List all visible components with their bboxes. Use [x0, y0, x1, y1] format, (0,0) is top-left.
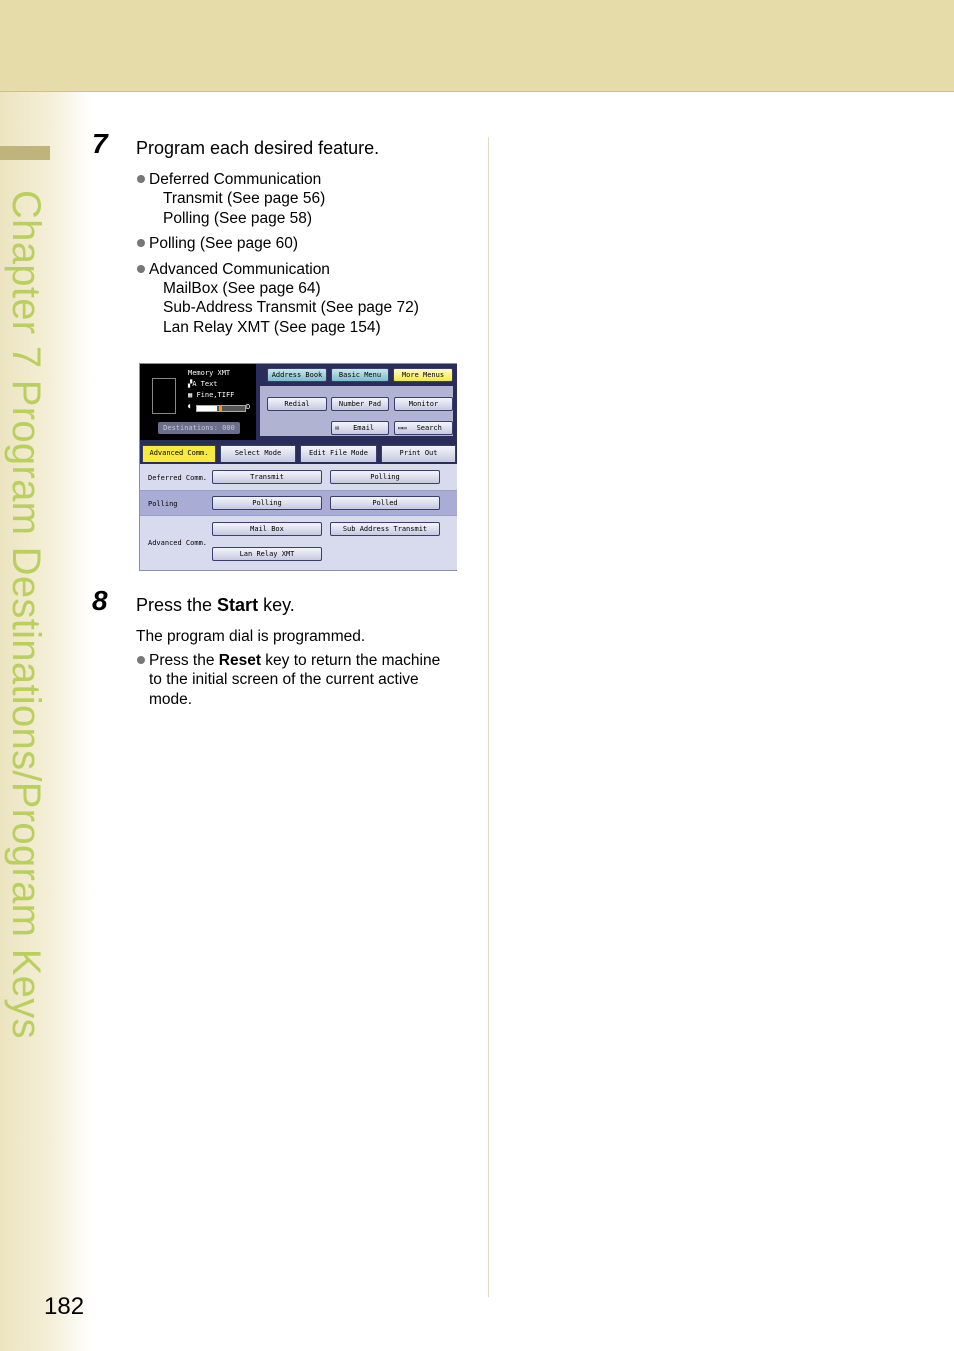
mode-label: Memory XMT: [188, 369, 231, 377]
address-book-button[interactable]: Address Book: [267, 368, 327, 382]
more-menus-button[interactable]: More Menus: [393, 368, 453, 382]
list-item: Advanced Communication: [137, 260, 330, 280]
row-label: Advanced Comm.: [148, 539, 208, 547]
list-item: Press the Reset key to return the machine: [137, 651, 440, 671]
function-button-area: [256, 364, 457, 440]
row-label: Deferred Comm.: [148, 474, 208, 482]
email-button[interactable]: ✉ Email: [331, 421, 389, 435]
tab-edit-file-mode[interactable]: Edit File Mode: [300, 445, 377, 462]
mail-box-button[interactable]: Mail Box: [212, 522, 322, 536]
chapter-tab-marker: [0, 146, 50, 160]
list-item: Polling (See page 60): [137, 234, 298, 254]
step-8-description: The program dial is programmed.: [136, 628, 366, 645]
lan-relay-xmt-button[interactable]: Lan Relay XMT: [212, 547, 322, 561]
destinations-count: Destinations: 000: [158, 422, 240, 434]
list-subitem: MailBox (See page 64): [163, 280, 321, 297]
transmit-button[interactable]: Transmit: [212, 470, 322, 484]
step-7-number: 7: [92, 128, 108, 159]
tab-bar: [140, 440, 457, 464]
deferred-polling-button[interactable]: Polling: [330, 470, 440, 484]
density-bar: [196, 405, 246, 412]
bullet-icon: [137, 175, 145, 183]
column-divider: [488, 137, 489, 1297]
search-button[interactable]: ▭▭ Search: [394, 421, 453, 435]
basic-menu-button[interactable]: Basic Menu: [331, 368, 389, 382]
row-polling: [140, 491, 457, 516]
chapter-title: Chapter 7 Program Destinations/Program Keys: [4, 190, 48, 1039]
document-preview: [152, 378, 176, 414]
bullet-icon: [137, 656, 145, 664]
step-8-heading: Press the Start key.: [136, 595, 295, 615]
grid-icon: ▦: [188, 391, 197, 399]
original-type: ▞A Text: [188, 380, 218, 388]
row-deferred-comm: [140, 464, 457, 491]
list-subitem: Lan Relay XMT (See page 154): [163, 319, 381, 336]
density-label: D: [246, 403, 251, 411]
tab-print-out[interactable]: Print Out: [381, 445, 456, 462]
envelope-icon: ✉: [335, 424, 340, 432]
monitor-button[interactable]: Monitor: [394, 397, 453, 411]
row-advanced-comm: [140, 516, 457, 570]
bullet-icon: [137, 239, 145, 247]
number-pad-button[interactable]: Number Pad: [331, 397, 389, 411]
device-screen: [139, 363, 457, 571]
page-number: 182: [44, 1293, 85, 1320]
list-item-continuation: mode.: [149, 691, 193, 708]
step-7-heading: Program each desired feature.: [136, 138, 380, 158]
step-8-number: 8: [92, 585, 108, 616]
polled-button[interactable]: Polled: [330, 496, 440, 510]
tab-select-mode[interactable]: Select Mode: [220, 445, 296, 462]
bullet-icon: [137, 265, 145, 273]
text-original-icon: ▞A: [188, 380, 201, 388]
header-band: [0, 0, 954, 92]
density-low-icon: ◖: [187, 402, 192, 410]
list-subitem: Sub-Address Transmit (See page 72): [163, 299, 419, 316]
sub-address-transmit-button[interactable]: Sub Address Transmit: [330, 522, 440, 536]
polling-button[interactable]: Polling: [212, 496, 322, 510]
list-item: Deferred Communication: [137, 170, 321, 190]
tab-advanced-comm[interactable]: Advanced Comm.: [142, 445, 216, 462]
list-item-continuation: to the initial screen of the current active: [149, 671, 419, 688]
list-subitem: Transmit (See page 56): [163, 190, 326, 207]
book-icon: ▭▭: [398, 424, 407, 432]
redial-button[interactable]: Redial: [267, 397, 327, 411]
resolution: ▦ Fine,TIFF: [188, 391, 235, 399]
status-panel: [140, 364, 256, 440]
list-subitem: Polling (See page 58): [163, 210, 313, 227]
row-label: Polling: [148, 500, 178, 508]
